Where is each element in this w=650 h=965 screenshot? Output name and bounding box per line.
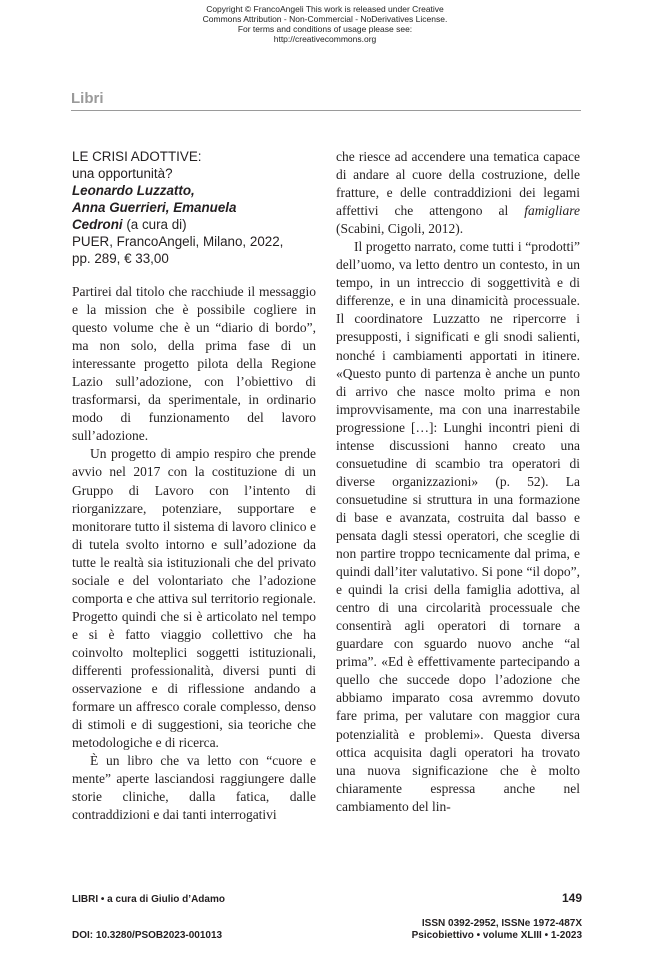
section-divider	[71, 110, 581, 111]
section-title: Libri	[71, 90, 104, 107]
journal-info	[412, 918, 582, 942]
journal-volume: Psicobiettivo • volume XLIII • 1-2023	[411, 930, 582, 941]
editor-note: (a cura di)	[122, 217, 187, 232]
book-authors: Anna Guerrieri, Emanuela	[72, 200, 237, 215]
body-paragraph: È un libro che va letto con “cuore e mente” aperte lasciandosi raggiungere dalle storie cliniche, dalla fatica, dalle contraddizioni e dai tanti interrogativi	[72, 753, 316, 823]
paragraph-text: che riesce ad accendere una tematica capace di andare al cuore della costruzione, delle fratture, e delle contraddizioni dei legami affettivi che attengono al	[336, 149, 580, 219]
body-paragraph: Un progetto di ampio respiro che prende avvio nel 2017 con la costituzione di un Gruppo di Lavoro con l’intento di riorganizzare, potenziare, supportare e monitorare tutto il sistema di lavoro clinico e di tutela svolto intorno e sull’adozione da tutte le realtà sia istituzionali che del privato sociale e del volontariato che l’adozione comporta e che attiva sul territorio regionale. Progetto quindi che si è articolato nel tempo e si è fatto viaggio collettivo che ha coinvolto molteplici soggetti istituzionali, differenti professionalità, diversi punti di osservazione e di riflessione andando a formare un affresco corale complesso, denso di stimoli e di suggestioni, sia teoriche che metodologiche e di ricerca.	[72, 446, 316, 751]
body-paragraph	[336, 148, 580, 238]
emphasis-text: famigliare	[524, 203, 580, 219]
issn: ISSN 0392-2952, ISSNe 1972-487X	[421, 918, 582, 929]
right-column	[336, 148, 580, 816]
copyright-line: Commons Attribution - Non-Commercial - NoDerivatives License.	[202, 14, 448, 24]
book-info	[72, 148, 316, 267]
copyright-link[interactable]: http://creativecommons.org	[273, 34, 377, 44]
footer-column-label: LIBRI • a cura di Giulio d’Adamo	[72, 894, 225, 905]
copyright-notice	[175, 4, 475, 44]
paragraph-text: (Scabini, Cigoli, 2012).	[336, 221, 464, 237]
left-column	[72, 148, 316, 824]
book-authors-last	[72, 216, 316, 233]
book-authors: Leonardo Luzzatto,	[72, 183, 195, 198]
body-paragraph: Partirei dal titolo che racchiude il messaggio e la mission che è possibile cogliere in questo volume che è un “diario di bordo”, ma non solo, della prima fase di un interessante progetto pilota della Regione Lazio sull’adozione, con l’obiettivo di trasformarsi, da sperimentale, in ordinario modo di funzionamento del lavoro sull’adozione.	[72, 284, 316, 444]
doi[interactable]: DOI: 10.3280/PSOB2023-001013	[72, 930, 223, 941]
body-paragraph: Il progetto narrato, come tutti i “prodotti” dell’uomo, va letto dentro un contesto, in un tempo, in un intreccio di soggettività e di differenze, e in una dinamicità processuale. Il coordinatore Luzzatto ne ripercorre i presupposti, i significati e gli snodi salienti, nonché i cambiamenti apportati in itinere. «Questo punto di partenza è anche un punto di arrivo che nasce molto prima e non improvvisamente, ma con una inarrestabile progressione […]: Lunghi incontri pieni di intense discussioni hanno creato una consuetudine di scambio tra operatori di diverse organizzazioni» (p. 52). La consuetudine si struttura in una formazione di base e avanzata, costruita dal basso e pensata dagli stessi operatori, che sceglie di non partire troppo tecnicamente dal prima, e quindi dall’iter valutativo. Si pone “il dopo”, e quindi la crisi della famiglia adottiva, al centro di una circolarità processuale che consentirà agli operatori di tornare a guardare con sguardo nuovo anche “al prima”. «Ed è effettivamente partecipando a quello che succede dopo l’adozione che abbiamo imparato cosa avremmo dovuto fare prima, per valutare con maggior cura potenzialità e problemi». Questa diversa ottica acquisita dagli operatori ha trovato una nuova significazione che è molto chiaramente espressa anche nel cambiamento del lin-	[336, 239, 580, 814]
book-author: Cedroni	[72, 217, 123, 232]
page-number: 149	[561, 891, 582, 905]
copyright-line: For terms and conditions of usage please see:	[237, 24, 413, 34]
book-title: LE CRISI ADOTTIVE:	[72, 149, 202, 164]
book-subtitle: una opportunità?	[72, 166, 173, 181]
book-publisher: PUER, FrancoAngeli, Milano, 2022,	[72, 234, 284, 249]
copyright-line: Copyright © FrancoAngeli This work is released under Creative	[206, 4, 444, 14]
book-pages-price: pp. 289, € 33,00	[72, 251, 169, 266]
